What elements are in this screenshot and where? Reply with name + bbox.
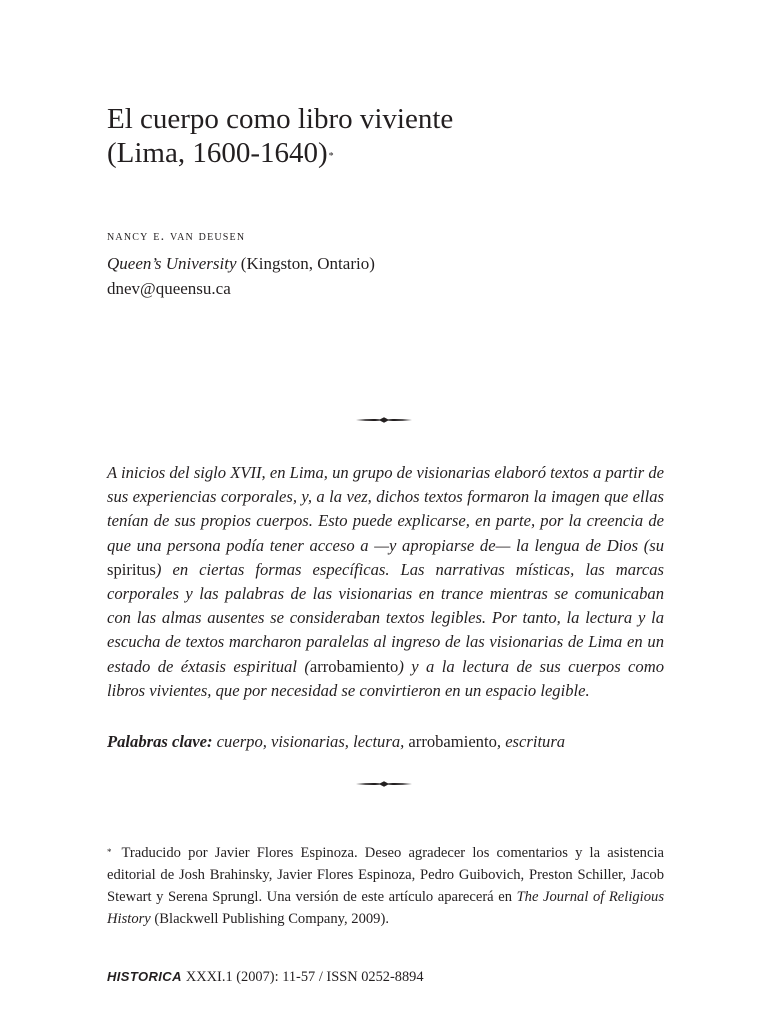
footnote-text-2: (Blackwell Publishing Company, 2009). [150,911,389,927]
footnote-marker: * [107,847,112,857]
abstract-text-1: A inicios del siglo XVII, en Lima, un grupo de visionarias elaboró textos a partir de sus experiencias corporales, y, a la vez, dichos textos formaron la imagen que ellas tenían de sus propios cuerpos. Esto puede explicarse, en parte, por la creencia de que una persona podía tener acceso a —y apropiarse de— la lengua de Dios (su [107,463,664,555]
author-email[interactable]: dnev@queensu.ca [107,279,231,298]
author-affiliation [107,252,375,276]
keywords [107,730,667,754]
abstract [107,461,664,703]
abstract-term-spiritus: spiritus [107,559,156,579]
section-ornament-icon [356,416,412,424]
keywords-text-1: cuerpo, visionarias, lectura, [212,732,409,751]
footnote-journal-title: The Journal of Religious History [107,889,665,927]
running-footer [107,967,424,987]
footnote [107,842,664,930]
author-name: nancy e. van deusen [107,229,246,244]
keywords-label: Palabras clave: [107,732,213,751]
title-line-2: (Lima, 1600-1640) [107,137,328,169]
journal-brand-logo: HISTORICA [107,969,182,984]
abstract-text-2: ) en ciertas formas específicas. Las narrativas místicas, las marcas corporales y las palabras de las visionarias en trance mientras se comunicaban con las almas ausentes se consideraban textos legibles. Por tanto, la lectura y la escucha de textos marcharon paralelas al ingreso de las visionarias de Lima en un estado de éxtasis espiritual ( [107,559,664,676]
abstract-term-arrobamiento: arrobamiento [309,656,399,676]
article-title [107,102,667,170]
footnote-text-1: Traducido por Javier Flores Espinoza. Deseo agradecer los comentarios y la asistencia editorial de Josh Brahinsky, Javier Flores Espinoza, Pedro Guibovich, Preston Schiller, Jacob Stewart y Serena Sprungl. Una versión de este artículo aparecerá en [107,845,664,905]
journal-citation: XXXI.1 (2007): 11-57 / ISSN 0252-8894 [185,969,424,985]
section-ornament-icon [356,780,412,788]
institution-location: (Kingston, Ontario) [236,254,375,273]
title-line-1: El cuerpo como libro viviente [107,103,454,135]
keywords-text-2: , escritura [496,732,566,751]
keywords-term: arrobamiento [408,732,497,751]
institution-name: Queen’s University [107,254,237,273]
abstract-text-3: ) y a la lectura de sus cuerpos como libros vivientes, que por necesidad se convirtieron en un espacio legible. [107,656,664,700]
title-footnote-marker: * [328,151,334,162]
